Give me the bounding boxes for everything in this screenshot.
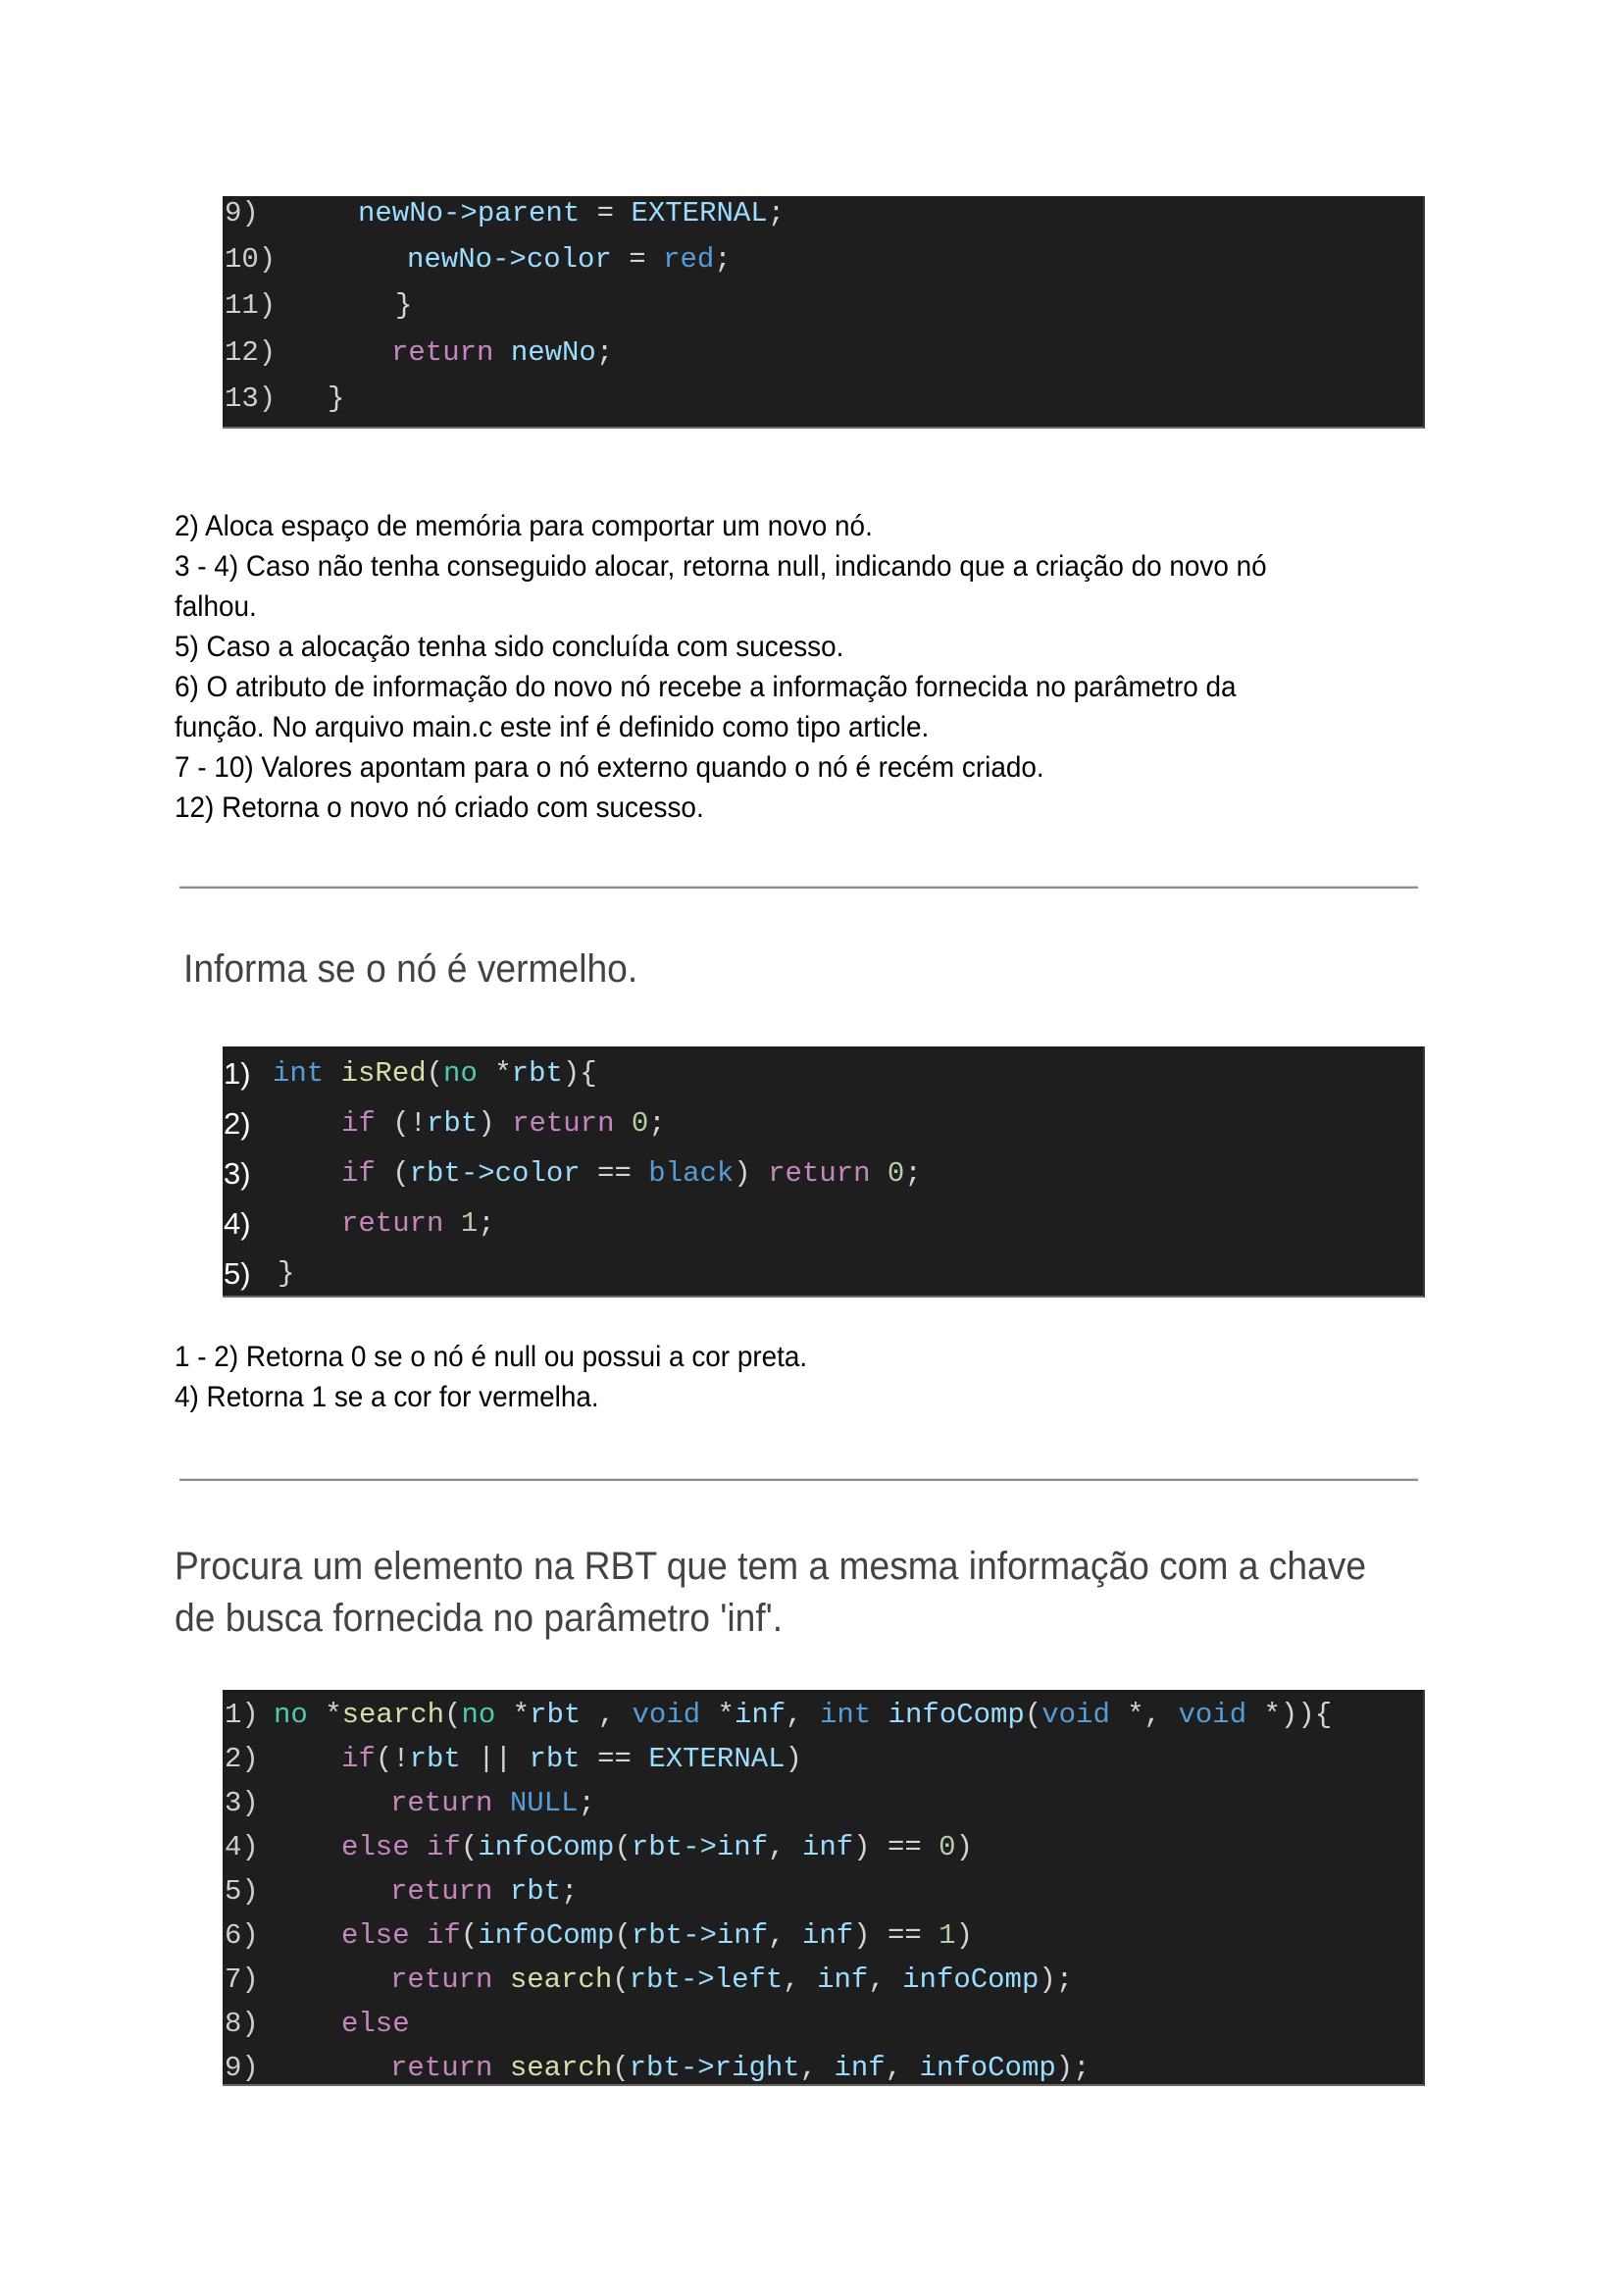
line-number: 3) [225,1787,259,1819]
section-divider [179,886,1418,889]
code-text: return 1; [341,1207,495,1240]
explanation-line: função. No arquivo main.c este inf é definido como tipo article. [175,711,930,743]
line-number: 10) [225,243,277,276]
line-number: 2) [224,1106,251,1141]
line-number: 4) [224,1206,251,1241]
code-line [223,1784,1423,1823]
heading-text: de busca fornecida no parâmetro 'inf'. [175,1597,784,1640]
code-line [223,1828,1423,1867]
line-number: 5) [225,1875,259,1908]
line-number: 13) [225,382,277,415]
line-number: 8) [225,2008,259,2040]
code-text: } [395,289,413,322]
explanation-line: 12) Retorna o novo nó criado com sucesso. [175,791,704,824]
code-line [223,1961,1423,2000]
code-line [223,2005,1423,2044]
code-text: return NULL; [390,1787,595,1819]
code-text: else [341,2008,410,2040]
code-text: if (rbt->color == black) return 0; [341,1157,922,1190]
code-line [223,1204,1423,1244]
explanation-line: 1 - 2) Retorna 0 se o nó é null ou possui a cor preta. [175,1341,808,1373]
heading-text: Informa se o nó é vermelho. [183,947,638,991]
line-number: 3) [224,1156,251,1191]
code-text: else if(infoComp(rbt->inf, inf) == 1) [341,1919,973,1952]
code-block-isred [223,1046,1425,1298]
section-divider [179,1478,1418,1481]
line-number: 2) [225,1743,259,1775]
code-line [223,380,1423,419]
code-text: return newNo; [391,336,614,369]
heading-text: Procura um elemento na RBT que tem a mesma informação com a chave [175,1545,1367,1588]
line-number: 1) [224,1056,251,1091]
code-text: return search(rbt->right, inf, infoComp); [390,2052,1091,2084]
code-line [223,333,1423,373]
code-text: if (!rbt) return 0; [341,1107,666,1140]
code-line [223,1916,1423,1956]
explanation-line: 2) Aloca espaço de memória para comportar um novo nó. [175,510,873,542]
code-text: no *search(no *rbt , void *inf, int infoComp(void *, void *)){ [274,1699,1333,1731]
explanation-line: 5) Caso a alocação tenha sido concluída com sucesso. [175,631,844,663]
code-line [223,1254,1423,1294]
code-text: return rbt; [390,1875,579,1908]
code-block-create-node [223,196,1425,429]
code-text: } [328,382,345,415]
explanation-line: 4) Retorna 1 se a cor for vermelha. [175,1381,599,1413]
code-text: newNo->color = red; [407,243,732,276]
code-line [223,1696,1423,1735]
line-number: 11) [225,289,277,322]
code-text: if(!rbt || rbt == EXTERNAL) [341,1743,802,1775]
code-line [223,1872,1423,1912]
code-block-search [223,1690,1425,2086]
code-text: newNo->parent = EXTERNAL; [358,197,786,229]
line-number: 12) [225,336,277,369]
section-heading-search [175,1541,1456,1645]
explanation-line: 7 - 10) Valores apontam para o nó externo quando o nó é recém criado. [175,751,1044,784]
line-number: 9) [225,2052,259,2084]
line-number: 4) [225,1831,259,1863]
line-number: 5) [224,1256,251,1291]
code-line [223,194,1423,233]
code-line [223,1740,1423,1779]
line-number: 1) [225,1699,259,1731]
code-line [223,1104,1423,1144]
line-number: 9) [225,197,259,229]
code-text: } [278,1257,295,1290]
code-line [223,1154,1423,1194]
code-line [223,240,1423,280]
explanation-line: 3 - 4) Caso não tenha conseguido alocar, retorna null, indicando que a criação do novo nó [175,550,1267,583]
code-line [223,1054,1423,1094]
line-number: 7) [225,1963,259,1996]
explanation-create-node [175,506,1391,828]
code-text: else if(infoComp(rbt->inf, inf) == 0) [341,1831,973,1863]
explanation-isred [175,1337,1391,1417]
code-line [223,2049,1423,2088]
line-number: 6) [225,1919,259,1952]
section-heading-isred [183,943,672,995]
explanation-line: 6) O atributo de informação do novo nó recebe a informação fornecida no parâmetro da [175,671,1237,703]
code-text: int isRed(no *rbt){ [273,1057,597,1090]
code-text: return search(rbt->left, inf, infoComp); [390,1963,1074,1996]
code-line [223,286,1423,326]
explanation-line: falhou. [175,590,257,623]
